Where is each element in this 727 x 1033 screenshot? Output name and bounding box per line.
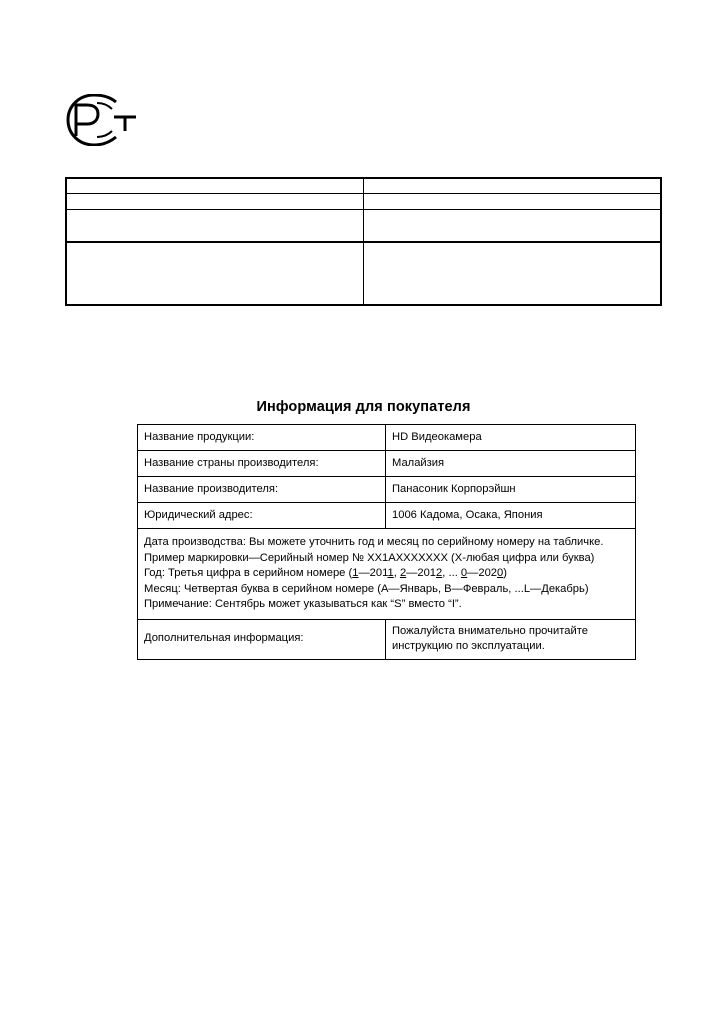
year-1-text: —201: [358, 567, 388, 580]
customer-info-table: [137, 424, 636, 660]
date-line-5: Примечание: Сентябрь может указываться как “S” вместо “I”.: [144, 598, 462, 611]
year-suffix: ): [503, 567, 507, 580]
additional-value: [386, 619, 636, 659]
info-title: Информация для покупателя: [256, 399, 471, 415]
year-digit-2: 2: [399, 567, 407, 580]
address-value: 1006 Кадома, Осака, Япония: [386, 503, 636, 529]
table-row: [138, 529, 636, 620]
manufacturer-value: Панасоник Корпорэйшн: [386, 477, 636, 503]
year-1-last: 1: [387, 567, 394, 580]
table-row-divider: [67, 193, 660, 194]
country-value: Малайзия: [386, 451, 636, 477]
date-line-3: [144, 566, 630, 582]
year-digit-3: 0: [460, 567, 468, 580]
separator: ,: [393, 567, 400, 580]
production-date-cell: [138, 529, 636, 620]
year-2-last: 2: [436, 567, 443, 580]
table-row-divider: [67, 241, 660, 243]
date-line-4: Месяц: Четвертая буква в серийном номере (A—Январь, B—Февраль, ...L—Декабрь): [144, 582, 589, 595]
product-label: Название продукции:: [138, 425, 386, 451]
date-line-1: Дата производства: Вы можете уточнить год и месяц по серийному номеру на табличке.: [144, 536, 604, 548]
year-2-text: —201: [406, 567, 437, 580]
table-row-divider: [67, 209, 660, 210]
table-row: [138, 503, 636, 529]
table-row: [138, 619, 636, 659]
product-value: HD Видеокамера: [386, 425, 636, 451]
manufacturer-label: Название производителя:: [138, 477, 386, 503]
table-row: [138, 425, 636, 451]
country-label: Название страны производителя:: [138, 451, 386, 477]
year-3-last: 0: [497, 567, 504, 580]
table-row: [138, 451, 636, 477]
table-row: [138, 477, 636, 503]
date-line-2: Пример маркировки—Серийный номер № XX1AXXXXXXX (X-любая цифра или буква): [144, 551, 595, 564]
additional-value-line-2: инструкцию по эксплуатации.: [392, 639, 545, 652]
year-3-text: —202: [467, 567, 498, 580]
blank-certificate-table: [65, 177, 662, 306]
additional-value-line-1: Пожалуйста внимательно прочитайте: [392, 624, 588, 637]
year-digit-1: 1: [352, 567, 359, 580]
additional-label: Дополнительная информация:: [138, 619, 386, 659]
separator: , ...: [442, 567, 461, 580]
year-prefix: Год: Третья цифра в серийном номере (: [144, 567, 353, 580]
address-label: Юридический адрес:: [138, 503, 386, 529]
rst-logo-icon: [66, 94, 138, 146]
